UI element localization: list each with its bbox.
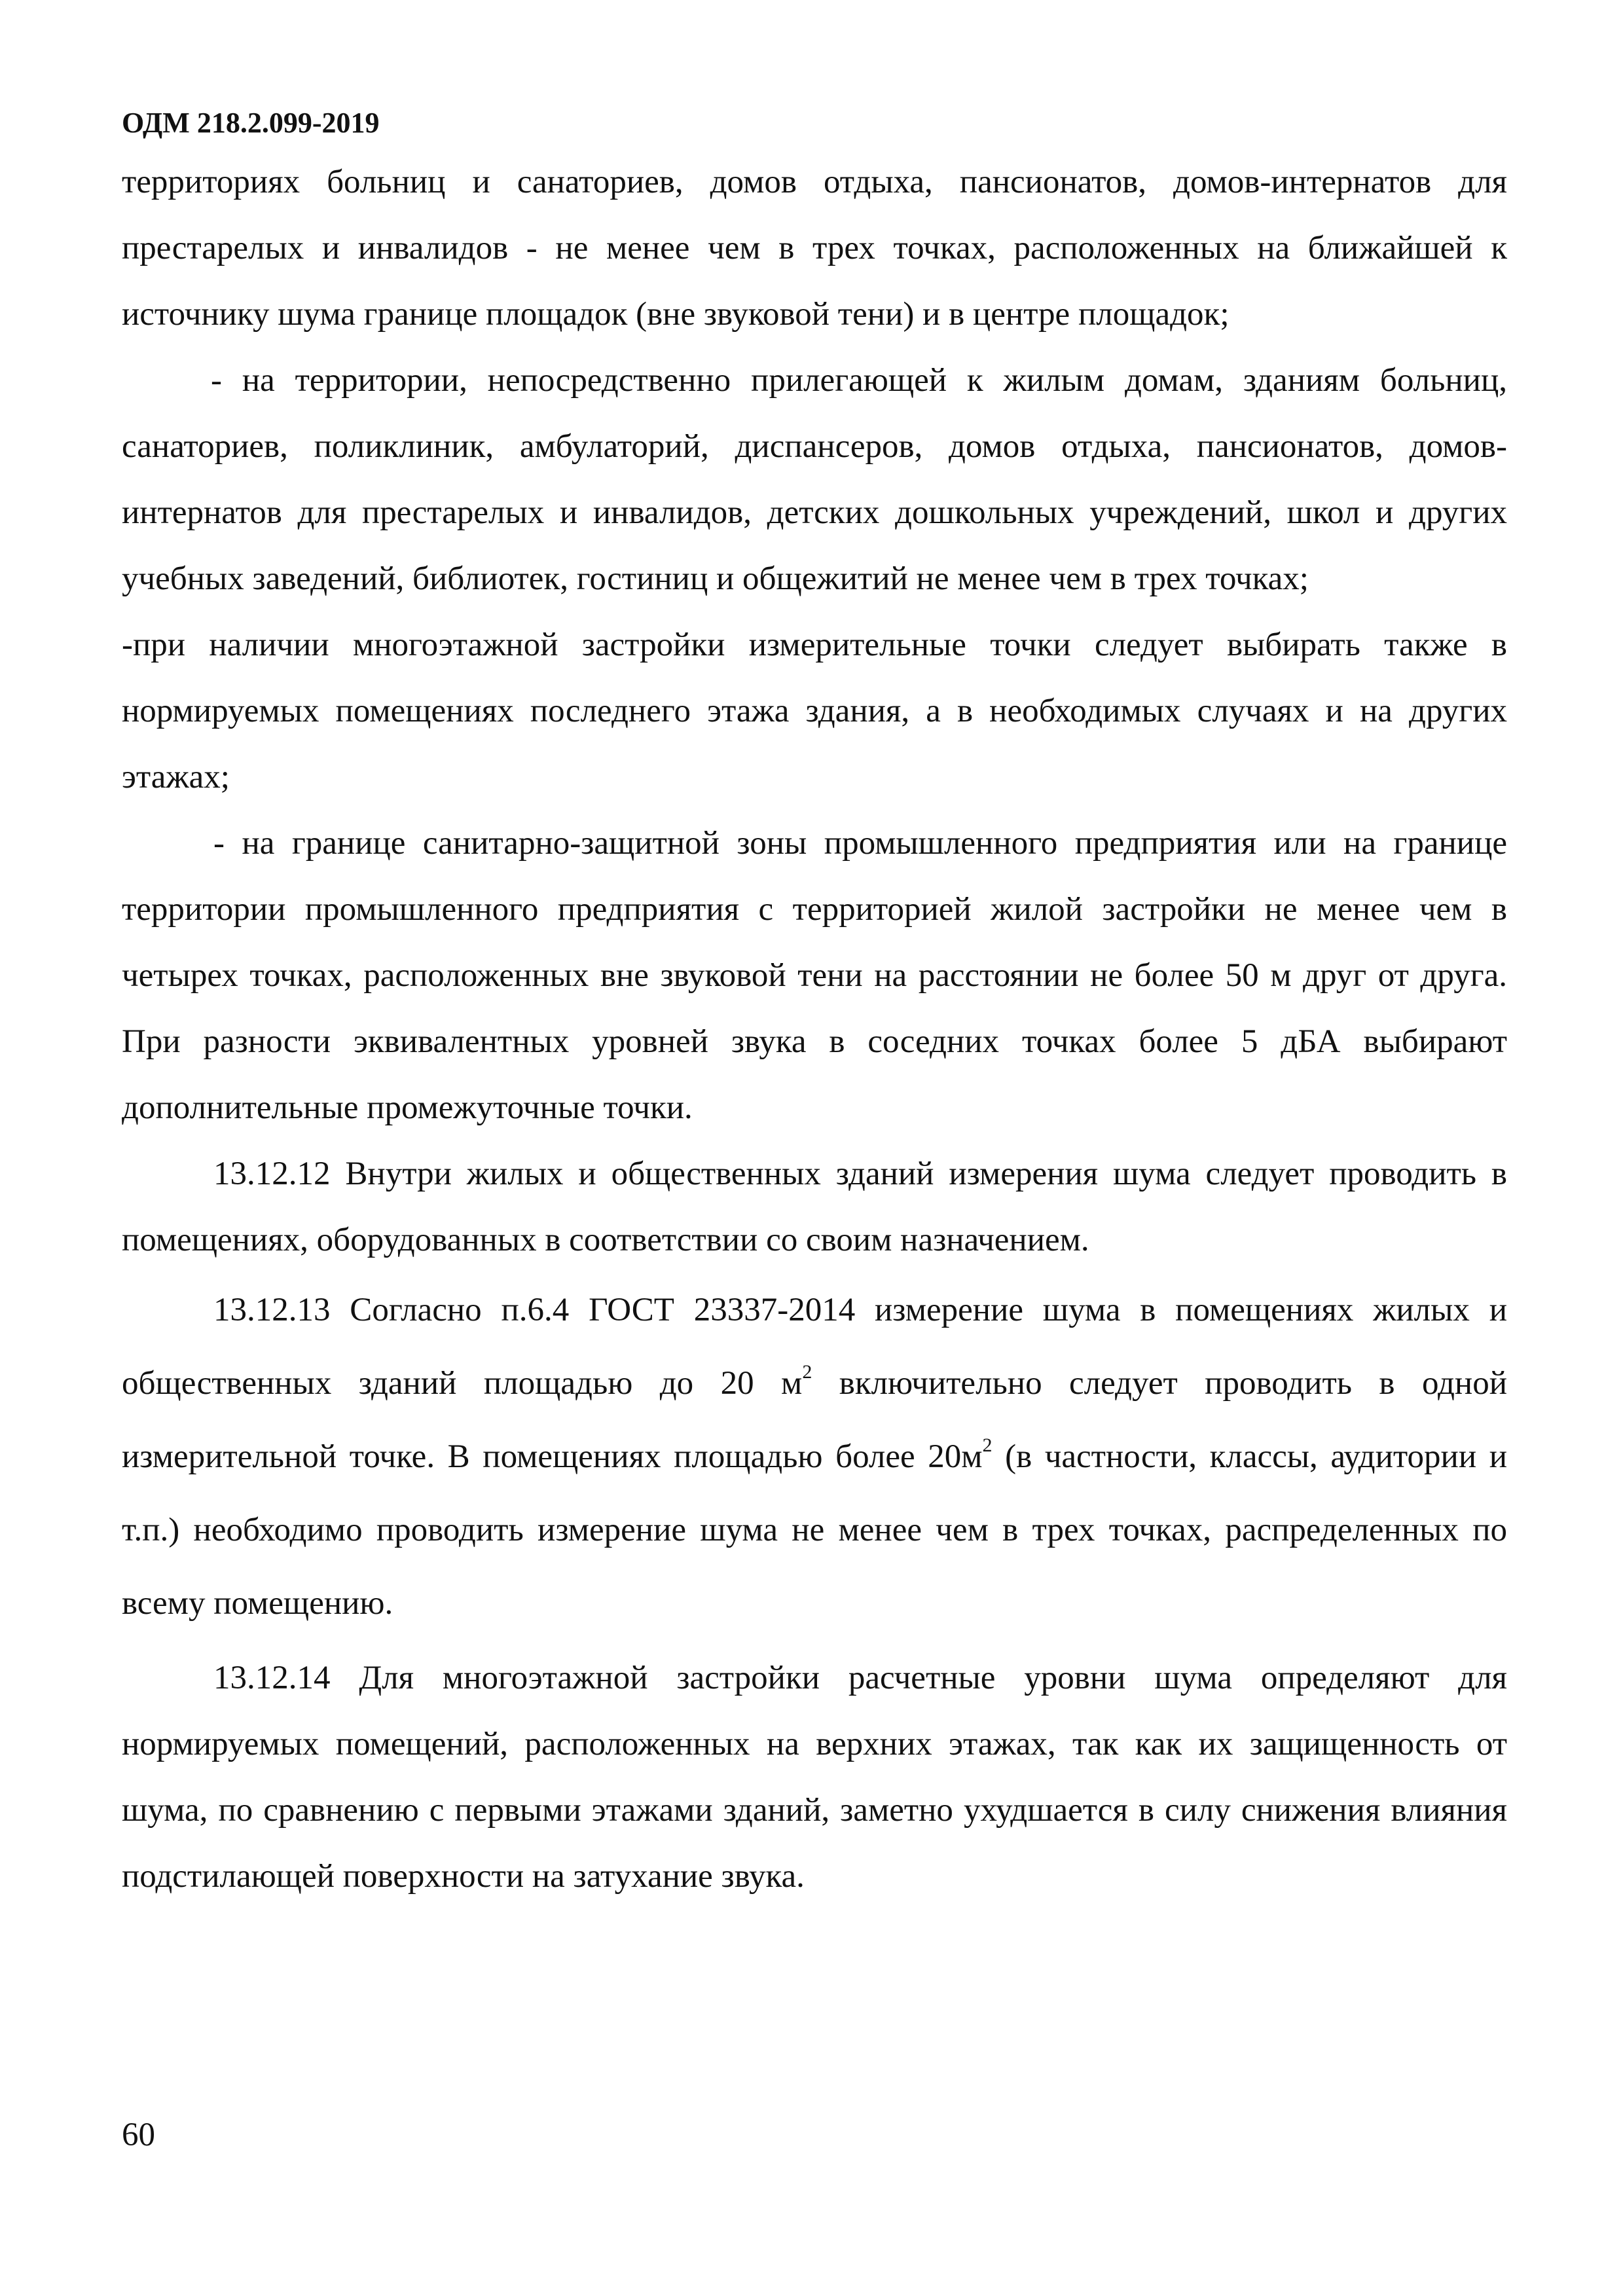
document-body <box>122 149 1507 1910</box>
paragraph-13-12-13-part-c: (в частности, классы, аудитории и т.п.) необходимо проводить измерение шума не менее чем в трех точках, распределенных по всему помещению. <box>122 1438 1508 1622</box>
paragraph-sanitary-zone: - на границе санитарно-защитной зоны промышленного предприятия или на границе территории промышленного предприятия с территорией жилой застройки не менее чем в четырех точках, расположенных вне звуковой тени на расстоянии не более 50 м друг от друга. При разности эквивалентных уровней звука в соседних точках более 5 дБА выбирают дополнительные промежуточные точки. <box>122 825 1507 1126</box>
paragraph-multistorey-points: -при наличии многоэтажной застройки измерительные точки следует выбирать также в нормируемых помещениях последнего этажа здания, а в необходимых случаях и на других этажах; <box>122 627 1507 795</box>
superscript-square-1: 2 <box>802 1361 812 1383</box>
paragraph-13-12-13-part-a: 13.12.13 Согласно п.6.4 ГОСТ 23337-2014 измерение шума в помещениях жилых и общественных зданий площадью до 20 м <box>122 1292 1507 1402</box>
paragraph-13-12-13-part-b: включительно следует проводить в одной измерительной точке. В помещениях площадью более 20м <box>122 1365 1508 1475</box>
page-number: 60 <box>122 2117 155 2153</box>
paragraph-13-12-14: 13.12.14 Для многоэтажной застройки расчетные уровни шума определяют для нормируемых помещений, расположенных на верхних этажах, так как их защищенность от шума, по сравнению с первыми этажами зданий, заметно ухудшается в силу снижения влияния подстилающей поверхности на затухание звука. <box>122 1660 1507 1895</box>
paragraph-territories-hospitals: территориях больниц и санаториев, домов отдыха, пансионатов, домов-интернатов для престарелых и инвалидов - не менее чем в трех точках, расположенных на ближайшей к источнику шума границе площадок (вне звуковой тени) и в центре площадок; <box>122 164 1507 333</box>
paragraph-adjacent-territory: - на территории, непосредственно прилегающей к жилым домам, зданиям больниц, санаториев, поликлиник, амбулаторий, диспансеров, домов отдыха, пансионатов, домов-интернатов для престарелых и инвалидов, детских дошкольных учреждений, школ и других учебных заведений, библиотек, гостиниц и общежитий не менее чем в трех точках; <box>122 362 1507 597</box>
document-code-header: ОДМ 218.2.099-2019 <box>122 107 380 139</box>
superscript-square-2: 2 <box>982 1434 993 1456</box>
paragraph-13-12-13 <box>122 1273 1507 1640</box>
paragraph-13-12-12: 13.12.12 Внутри жилых и общественных зданий измерения шума следует проводить в помещениях, оборудованных в соответствии со своим назначением. <box>122 1156 1507 1258</box>
